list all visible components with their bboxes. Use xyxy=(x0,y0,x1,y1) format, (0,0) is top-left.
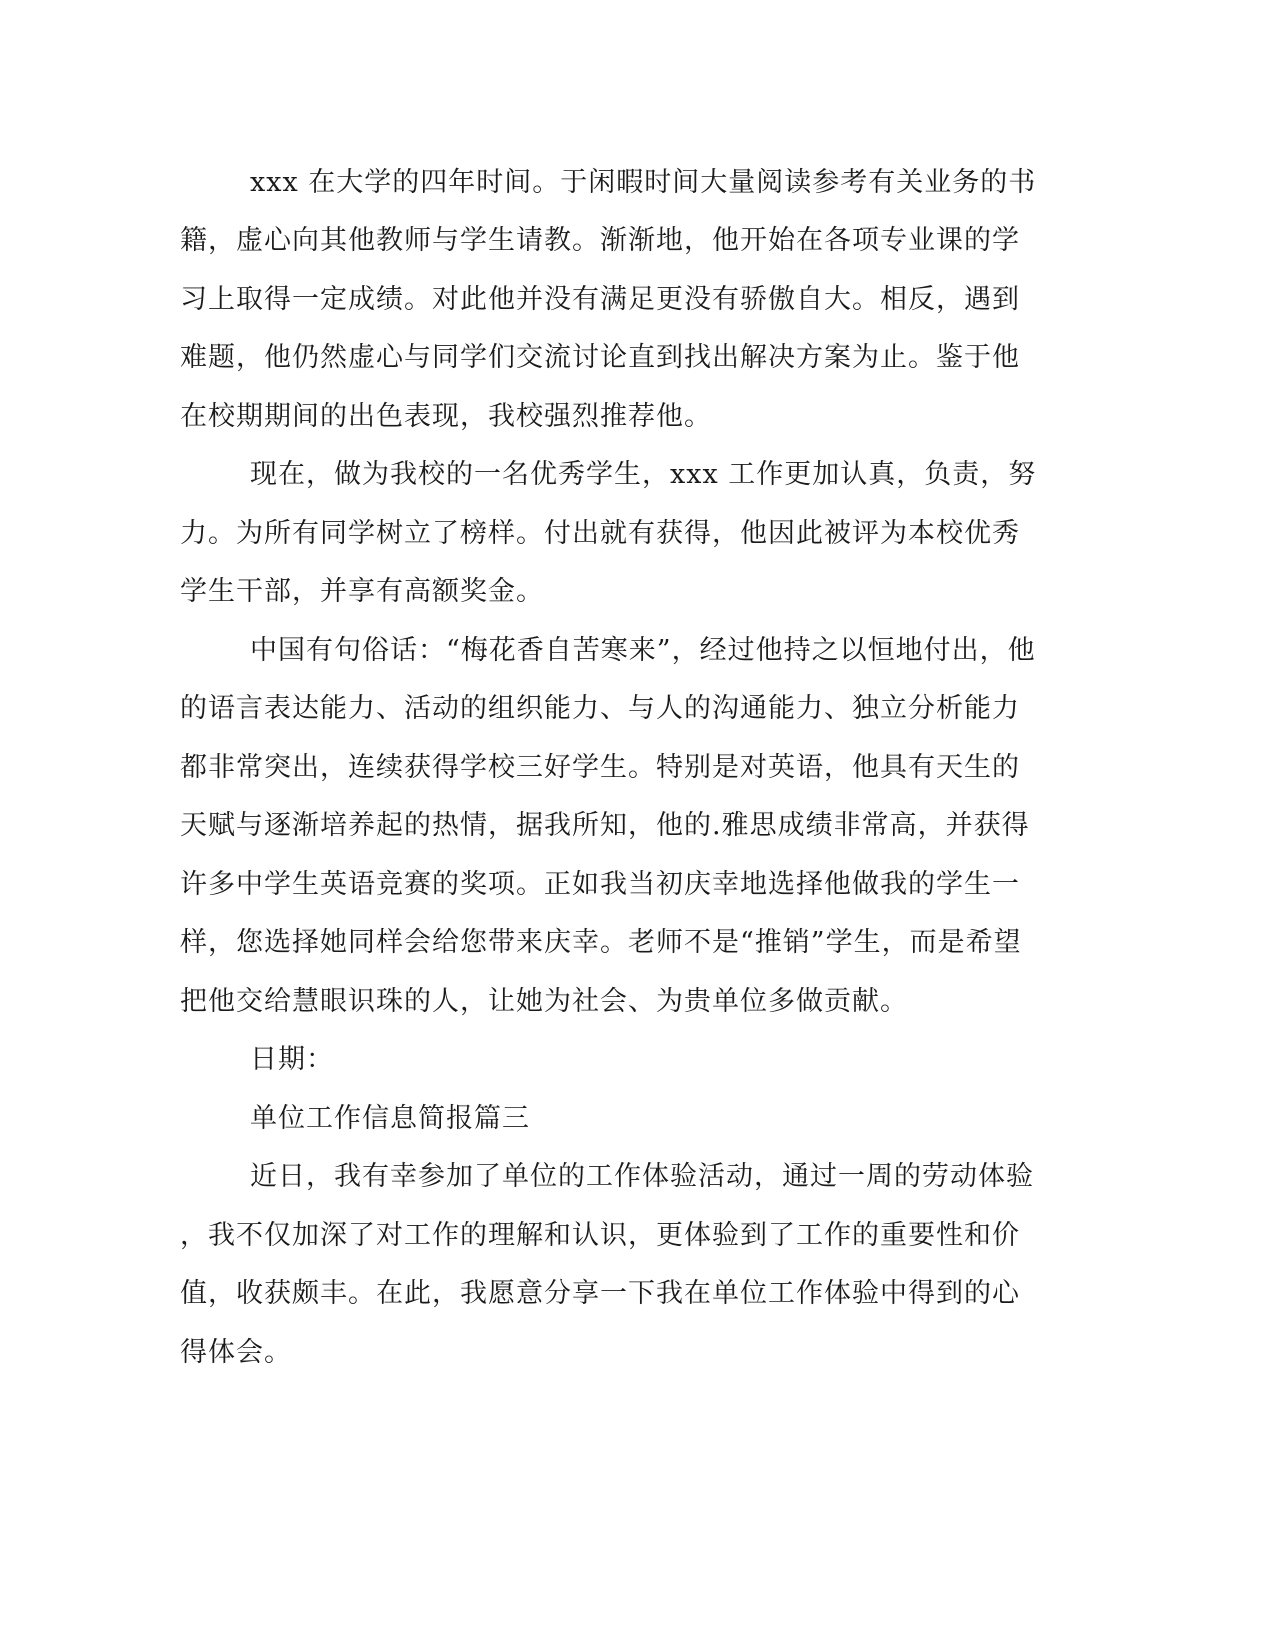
text-line: 难题，他仍然虚心与同学们交流讨论直到找出解决方案为止。鉴于他 xyxy=(180,342,1020,373)
text-line: 习上取得一定成绩。对此他并没有满足更没有骄傲自大。相反，遇到 xyxy=(180,284,1020,315)
text-line: 把他交给慧眼识珠的人，让她为社会、为贵单位多做贡献。 xyxy=(180,986,908,1017)
text-line: 都非常突出，连续获得学校三好学生。特别是对英语，他具有天生的 xyxy=(180,752,1020,783)
text-line: 在校期期间的出色表现，我校强烈推荐他。 xyxy=(180,401,712,432)
text-line: 力。为所有同学树立了榜样。付出就有获得，他因此被评为本校优秀 xyxy=(180,518,1020,549)
text-line: 学生干部，并享有高额奖金。 xyxy=(180,576,544,607)
text-line: 值，收获颇丰。在此，我愿意分享一下我在单位工作体验中得到的心 xyxy=(180,1278,1020,1309)
text-line: ，我不仅加深了对工作的理解和认识，更体验到了工作的重要性和价 xyxy=(180,1220,1020,1251)
text-line: 的语言表达能力、活动的组织能力、与人的沟通能力、独立分析能力 xyxy=(180,693,1020,724)
text-line: 天赋与逐渐培养起的热情，据我所知，他的.雅思成绩非常高，并获得 xyxy=(180,810,1030,841)
text-line: xxx 在大学的四年时间。于闲暇时间大量阅读参考有关业务的书 xyxy=(250,167,1037,198)
text-line: 现在，做为我校的一名优秀学生，xxx 工作更加认真，负责，努 xyxy=(250,459,1037,490)
text-line: 近日，我有幸参加了单位的工作体验活动，通过一周的劳动体验 xyxy=(250,1161,1034,1192)
text-line: 得体会。 xyxy=(180,1337,292,1368)
text-line: 籍，虚心向其他教师与学生请教。渐渐地，他开始在各项专业课的学 xyxy=(180,225,1020,256)
text-line: 中国有句俗话：“梅花香自苦寒来”，经过他持之以恒地付出，他 xyxy=(250,635,1036,666)
date-label: 日期： xyxy=(250,1044,334,1075)
text-line: 样，您选择她同样会给您带来庆幸。老师不是“推销”学生，而是希望 xyxy=(180,927,1022,958)
text-line: 许多中学生英语竞赛的奖项。正如我当初庆幸地选择他做我的学生一 xyxy=(180,869,1020,900)
section-heading: 单位工作信息简报篇三 xyxy=(250,1103,530,1134)
